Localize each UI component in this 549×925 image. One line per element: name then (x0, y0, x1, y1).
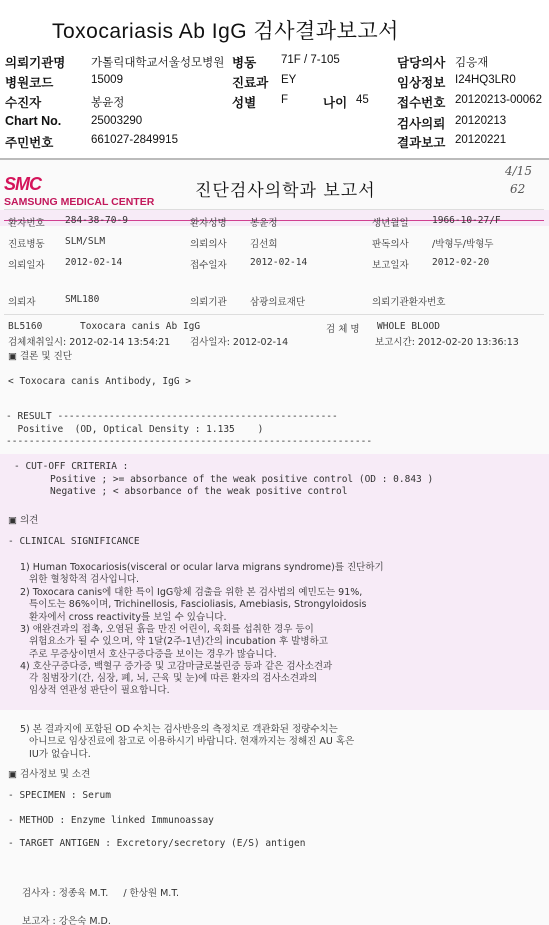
value-patient-name: 봉윤정 (250, 218, 278, 229)
label-clinical-info: 임상정보 (397, 76, 446, 90)
test-code: BL5160 (8, 321, 43, 332)
value-result-report: 20120221 (455, 134, 507, 146)
label-reading-doctor: 판독의사 (372, 239, 409, 250)
label-requesting-doctor: 의뢰의사 (190, 239, 227, 250)
method-line: - METHOD : Enzyme linked Immunoassay (8, 815, 214, 826)
note-line: 4) 호산구증다증, 백혈구 증가증 및 고감마글로불린증 등과 같은 검사소견과 (20, 661, 333, 672)
result-rule: ---------------------------------------------------------------- (6, 436, 373, 447)
value-chart-no: 25003290 (91, 115, 143, 127)
note-line: 1) Human Toxocariosis(visceral or ocular larva migrans syndrome)를 진단하기 (20, 562, 384, 573)
note-line: 주로 무증상이면서 호산구증다증을 보이는 경우가 많습니다. (20, 649, 277, 660)
value-ward: 71F / 7-105 (281, 54, 340, 66)
label-result-report: 결과보고 (397, 136, 446, 150)
cutoff-heading: - CUT-OFF CRITERIA : (14, 461, 129, 472)
label-org-patient-no: 의뢰기관환자번호 (372, 297, 446, 308)
value-hospital-code: 15009 (91, 74, 123, 86)
note-line: IU가 없습니다. (20, 749, 91, 760)
value-patient-no: 284-38-70-9 (65, 215, 128, 226)
note-line: 3) 애완견과의 접촉, 오염된 흙을 만진 어린이, 육회를 섭취한 경우 등이 (20, 624, 314, 635)
value-clinical-info: I24HQ3LR0 (455, 74, 516, 86)
label-test-request: 검사의뢰 (397, 117, 446, 131)
note-line: 환자에서 cross reactivity를 보일 수 있습니다. (20, 612, 227, 623)
label-receipt-date: 접수일자 (190, 260, 227, 271)
note-line: 임상적 연관성 판단이 필요합니다. (20, 685, 170, 696)
reporter: 보고자 : 강은숙 M.D. (22, 916, 111, 925)
value-report-date: 2012-02-20 (432, 257, 490, 268)
label-requester: 의뢰자 (8, 297, 36, 308)
label-ward: 진료병동 (8, 239, 45, 250)
handwritten-note: 62 (510, 182, 526, 196)
value-doctor: 김응재 (455, 57, 489, 69)
value-specimen: WHOLE BLOOD (377, 321, 440, 332)
label-patient-no: 환자번호 (8, 218, 45, 229)
label-patient: 수진자 (5, 96, 42, 110)
value-requesting-doctor: 김선희 (250, 239, 278, 250)
value-receipt-no: 20120213-00062 (455, 94, 542, 106)
value-reading-doctor: /박형두/박형두 (432, 239, 494, 250)
value-resident-no: 661027-2849915 (91, 134, 178, 146)
value-requesting-institution: 가톨릭대학교서울성모병원 (91, 57, 225, 69)
antibody-heading: < Toxocara canis Antibody, IgG > (8, 376, 192, 387)
note-line: 아니므로 임상진료에 참고로 이용하시기 바랍니다. 현재까지는 정해진 AU 혹은 (20, 736, 355, 747)
rule (4, 314, 544, 315)
value-birthdate: 1966-10-27/F (432, 215, 501, 226)
test-name: Toxocara canis Ab IgG (80, 321, 201, 332)
note-line: 위한 혈청학적 검사입니다. (20, 574, 140, 585)
report-title: Toxocariasis Ab IgG 검사결과보고서 (52, 20, 399, 43)
value-department: EY (281, 74, 297, 86)
label-report-date: 보고일자 (372, 260, 409, 271)
collection-time: 검체채취일시: 2012-02-14 13:54:21 (8, 337, 171, 348)
scanned-report (0, 160, 549, 925)
report-time: 보고시간: 2012-02-20 13:36:13 (375, 337, 519, 348)
clinical-heading: - CLINICAL SIGNIFICANCE (8, 536, 140, 547)
label-sex: 성별 (232, 96, 257, 110)
label-age: 나이 (323, 96, 348, 110)
note-line: 각 침범장기(간, 심장, 폐, 뇌, 근육 및 눈)에 따른 환자의 검사소견과의 (20, 673, 318, 684)
specimen-line: - SPECIMEN : Serum (8, 790, 111, 801)
label-department: 진료과 (232, 76, 269, 90)
antigen-line: - TARGET ANTIGEN : Excretory/secretory (E/S) antigen (8, 838, 306, 849)
note-line: 2) Toxocara canis에 대한 특이 IgG항체 검출을 위한 본 검사법의 예민도는 91%, (20, 587, 363, 598)
label-receipt-no: 접수번호 (397, 96, 446, 110)
handwritten-note: 4/15 (505, 164, 532, 178)
note-line: 5) 본 결과지에 포함된 OD 수치는 검사반응의 측정치로 객관화된 정량수치는 (20, 724, 338, 735)
value-requester: SML180 (65, 294, 100, 305)
section-opinion: ▣ 의견 (8, 515, 39, 526)
section-conclusion: ▣ 결론 및 진단 (8, 351, 72, 362)
label-birthdate: 생년월일 (372, 218, 409, 229)
label-request-date: 의뢰일자 (8, 260, 45, 271)
value-test-request: 20120213 (455, 115, 507, 127)
value-receipt-date: 2012-02-14 (250, 257, 308, 268)
label-doctor: 담당의사 (397, 56, 446, 70)
value-request-date: 2012-02-14 (65, 257, 123, 268)
section-test-info: ▣ 검사정보 및 소견 (8, 769, 91, 780)
report-heading: 진단검사의학과 보고서 (195, 181, 376, 201)
value-age: 45 (356, 94, 369, 106)
value-sex: F (281, 94, 289, 106)
result-value: Positive (OD, Optical Density : 1.135 ) (6, 424, 264, 435)
cutoff-negative: Negative ; < absorbance of the weak positive control (50, 486, 348, 497)
result-heading: - RESULT ------------------------------------------------- (6, 411, 338, 422)
note-line: 위험요소가 될 수 있으며, 약 1달(2주-1년)간의 incubation 후 발병하고 (20, 636, 328, 647)
value-patient: 봉윤정 (91, 97, 125, 109)
smc-logo: SMC (4, 174, 41, 194)
label-chart-no: Chart No. (5, 114, 62, 128)
center-name: SAMSUNG MEDICAL CENTER (4, 196, 155, 208)
label-specimen: 검 체 명 (326, 324, 360, 335)
value-ward: SLM/SLM (65, 236, 106, 247)
lab-header (0, 0, 549, 159)
test-date: 검사일자: 2012-02-14 (190, 337, 289, 348)
rule (4, 209, 544, 210)
label-resident-no: 주민번호 (5, 136, 54, 150)
label-requesting-institution: 의뢰기관명 (5, 56, 66, 70)
label-ward: 병동 (232, 56, 257, 70)
label-patient-name: 환자성명 (190, 218, 227, 229)
note-line: 특이도는 86%이며, Trichinellosis, Fascioliasis, Amebiasis, Strongyloidosis (20, 599, 367, 610)
label-requesting-org: 의뢰기관 (190, 297, 227, 308)
cutoff-positive: Positive ; >= absorbance of the weak positive control (OD : 0.843 ) (50, 474, 434, 485)
tester: 검사자 : 정종육 M.T. / 한상원 M.T. (22, 888, 180, 899)
value-requesting-org: 삼광의료재단 (250, 297, 306, 308)
label-hospital-code: 병원코드 (5, 76, 54, 90)
